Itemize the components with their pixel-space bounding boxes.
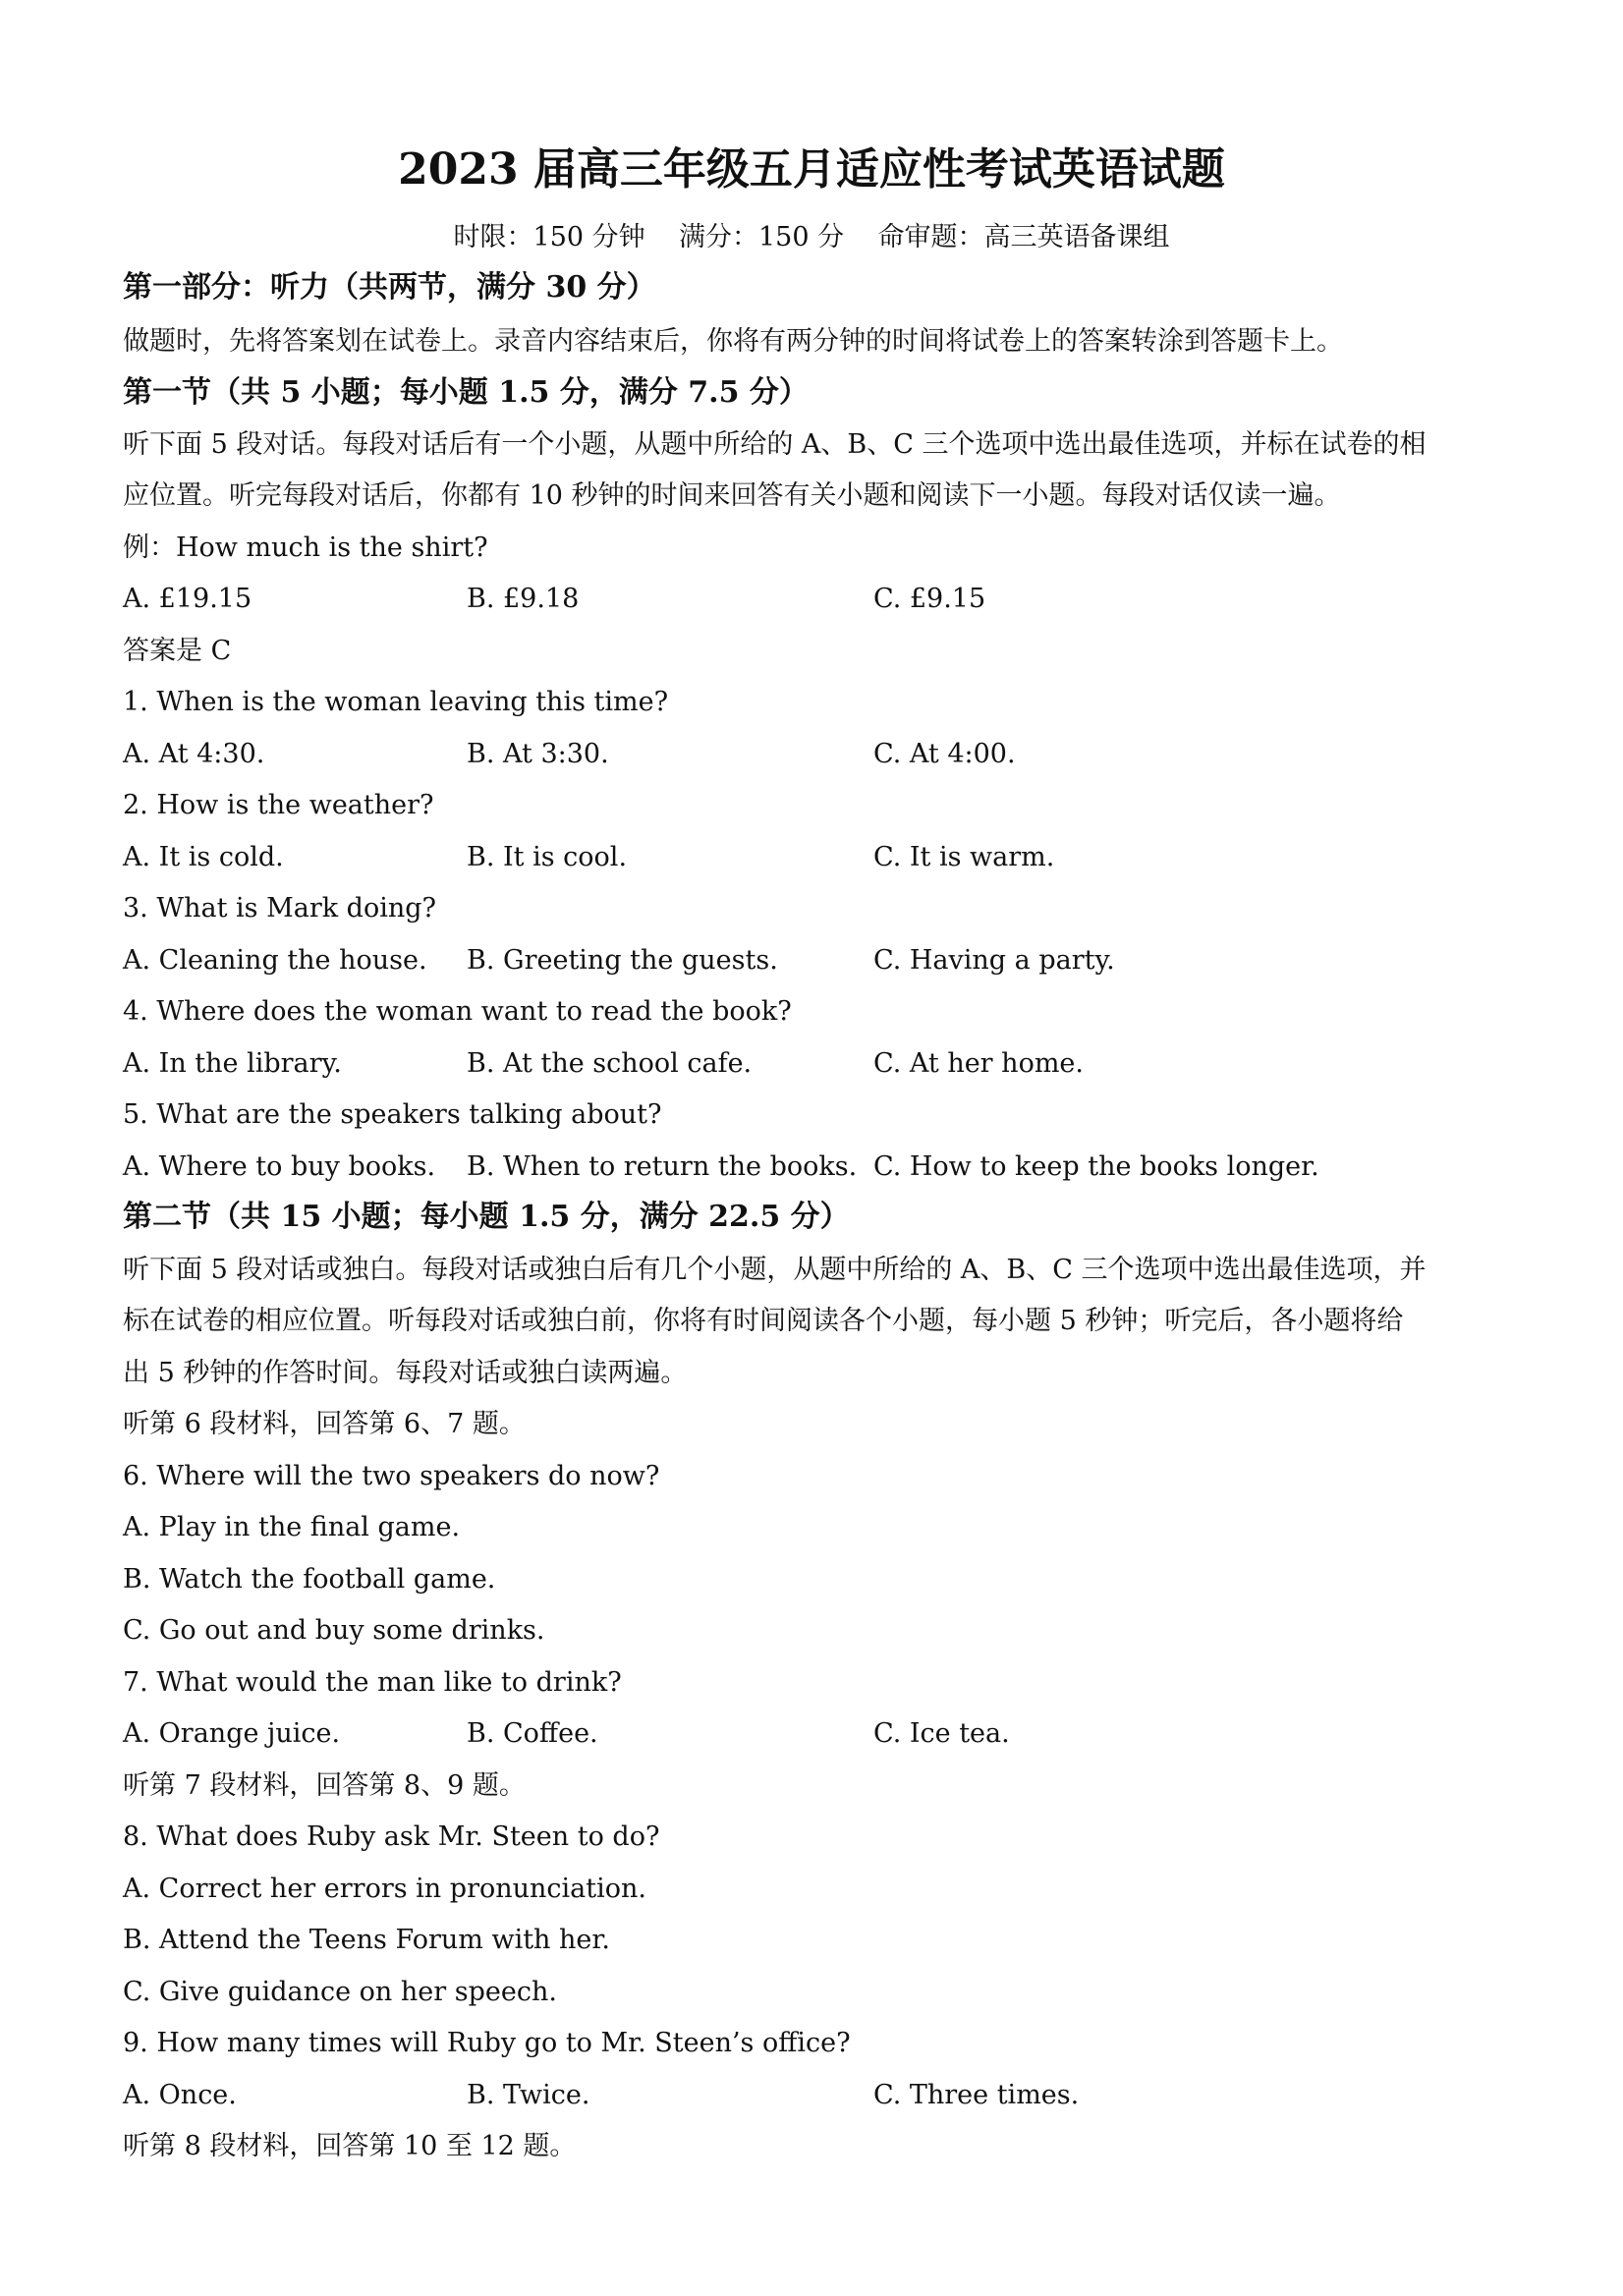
option-a: A. Once. <box>123 2080 237 2110</box>
option-a: A. Cleaning the house. <box>123 945 427 976</box>
question-2: 2. How is the weather? <box>123 790 434 820</box>
option-a: A. £19.15 <box>123 584 252 614</box>
question-4: 4. Where does the woman want to read the book? <box>123 996 792 1027</box>
example-question: 例：How much is the shirt? <box>123 532 488 563</box>
question-6-option-c: C. Go out and buy some drinks. <box>123 1615 545 1646</box>
section1-instruction-line2: 应位置。听完每段对话后，你都有 10 秒钟的时间来回答有关小题和阅读下一小题。每段对话仅读一遍。 <box>123 480 1341 511</box>
section2-instruction-line2: 标在试卷的相应位置。听每段对话或独白前，你将有时间阅读各个小题，每小题 5 秒钟；听完后，各小题将给 <box>123 1306 1404 1336</box>
option-c: C. £9.15 <box>873 584 986 614</box>
option-b: B. Greeting the guests. <box>467 945 778 976</box>
question-6-option-b: B. Watch the football game. <box>123 1564 496 1595</box>
question-6-option-a: A. Play in the final game. <box>123 1512 461 1542</box>
option-c: C. How to keep the books longer. <box>873 1151 1319 1182</box>
option-b: B. At the school cafe. <box>467 1048 753 1079</box>
option-c: C. At her home. <box>873 1048 1084 1079</box>
question-7: 7. What would the man like to drink? <box>123 1667 622 1698</box>
question-1: 1. When is the woman leaving this time? <box>123 687 669 717</box>
question-8-option-b: B. Attend the Teens Forum with her. <box>123 1925 610 1955</box>
material-6-note: 听第 6 段材料，回答第 6、7 题。 <box>123 1409 526 1439</box>
question-9: 9. How many times will Ruby go to Mr. Steen’s office? <box>123 2028 851 2058</box>
section2-instruction-line3: 出 5 秒钟的作答时间。每段对话或独白读两遍。 <box>123 1358 688 1388</box>
option-b: B. Coffee. <box>467 1718 598 1749</box>
question-5: 5. What are the speakers talking about? <box>123 1099 662 1130</box>
section2-heading: 第二节（共 15 小题；每小题 1.5 分，满分 22.5 分） <box>123 1200 850 1234</box>
material-7-note: 听第 7 段材料，回答第 8、9 题。 <box>123 1770 526 1801</box>
option-a: A. Orange juice. <box>123 1718 341 1749</box>
exam-subtitle: 时限：150 分钟 满分：150 分 命审题：高三英语备课组 <box>453 222 1170 252</box>
example-answer: 答案是 C <box>123 636 232 666</box>
option-c: C. Ice tea. <box>873 1718 1010 1749</box>
question-8: 8. What does Ruby ask Mr. Steen to do? <box>123 1821 660 1852</box>
question-8-option-c: C. Give guidance on her speech. <box>123 1977 557 2007</box>
option-b: B. £9.18 <box>467 584 580 614</box>
option-c: C. It is warm. <box>873 842 1055 872</box>
option-a: A. At 4:30. <box>123 739 265 769</box>
option-b: B. It is cool. <box>467 842 628 872</box>
section2-instruction-line1: 听下面 5 段对话或独白。每段对话或独白后有几个小题，从题中所给的 A、B、C 三个选项中选出最佳选项，并 <box>123 1255 1427 1285</box>
option-c: C. Three times. <box>873 2080 1080 2110</box>
section1-instruction-line1: 听下面 5 段对话。每段对话后有一个小题，从题中所给的 A、B、C 三个选项中选出最佳选项，并标在试卷的相 <box>123 429 1427 460</box>
option-b: B. At 3:30. <box>467 739 609 769</box>
part1-instruction: 做题时，先将答案划在试卷上。录音内容结束后，你将有两分钟的时间将试卷上的答案转涂到答题卡上。 <box>123 326 1343 357</box>
material-8-note: 听第 8 段材料，回答第 10 至 12 题。 <box>123 2131 577 2161</box>
option-a: A. In the library. <box>123 1048 342 1079</box>
question-8-option-a: A. Correct her errors in pronunciation. <box>123 1874 646 1904</box>
exam-title: 2023 届高三年级五月适应性考试英语试题 <box>398 144 1225 195</box>
question-6: 6. Where will the two speakers do now? <box>123 1461 660 1491</box>
option-a: A. Where to buy books. <box>123 1151 436 1182</box>
option-b: B. Twice. <box>467 2080 590 2110</box>
option-c: C. Having a party. <box>873 945 1115 976</box>
question-3: 3. What is Mark doing? <box>123 893 437 924</box>
section1-heading: 第一节（共 5 小题；每小题 1.5 分，满分 7.5 分） <box>123 375 809 410</box>
option-b: B. When to return the books. <box>467 1151 858 1182</box>
option-c: C. At 4:00. <box>873 739 1016 769</box>
part1-heading: 第一部分：听力（共两节，满分 30 分） <box>123 270 656 305</box>
option-a: A. It is cold. <box>123 842 284 872</box>
